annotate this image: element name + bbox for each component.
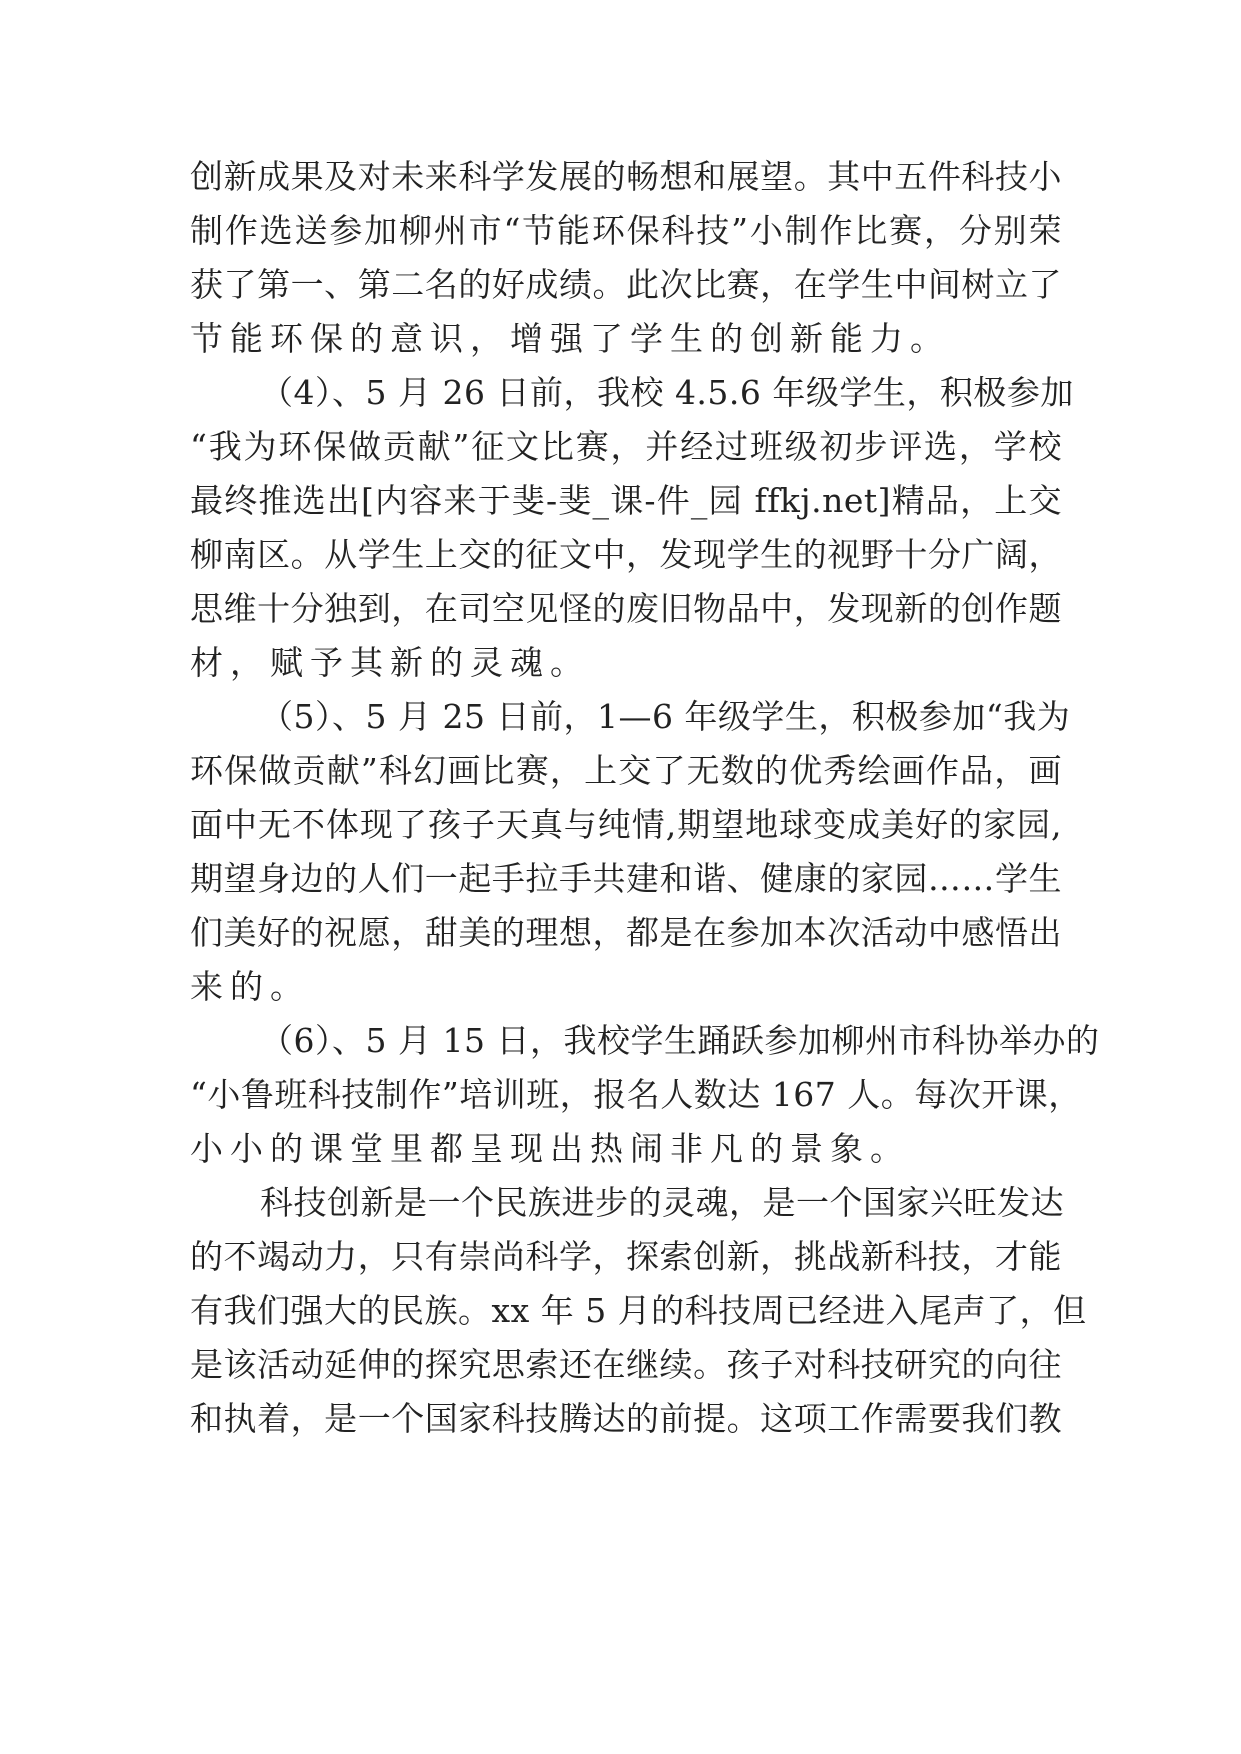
text-line: 是该活动延伸的探究思索还在继续。孩子对科技研究的向往 bbox=[190, 1345, 1062, 1384]
text-line: 面中无不体现了孩子天真与纯情,期望地球变成美好的家园, bbox=[190, 805, 1062, 844]
text-line: 来的。 bbox=[190, 967, 310, 1006]
text-line: 科技创新是一个民族进步的灵魂，是一个国家兴旺发达 bbox=[260, 1183, 1064, 1222]
text-line: “我为环保做贡献”征文比赛，并经过班级初步评选，学校 bbox=[190, 427, 1062, 466]
text-line: 材，赋予其新的灵魂。 bbox=[190, 643, 590, 682]
text-line: 和执着，是一个国家科技腾达的前提。这项工作需要我们教 bbox=[190, 1399, 1062, 1438]
text-line: 们美好的祝愿，甜美的理想，都是在参加本次活动中感悟出 bbox=[190, 913, 1062, 952]
text-line: “小鲁班科技制作”培训班，报名人数达 167 人。每次开课， bbox=[190, 1075, 1082, 1114]
text-line: 思维十分独到，在司空见怪的废旧物品中，发现新的创作题 bbox=[190, 589, 1062, 628]
text-line: 柳南区。从学生上交的征文中，发现学生的视野十分广阔， bbox=[190, 535, 1062, 574]
text-line: 环保做贡献”科幻画比赛，上交了无数的优秀绘画作品，画 bbox=[190, 751, 1062, 790]
text-line: 节能环保的意识，增强了学生的创新能力。 bbox=[190, 319, 950, 358]
text-line: （6）、5 月 15 日，我校学生踊跃参加柳州市科协举办的 bbox=[260, 1021, 1100, 1060]
text-line: 最终推选出[内容来于斐-斐_课-件_园 ffkj.net]精品，上交 bbox=[190, 481, 1062, 520]
text-line: 创新成果及对未来科学发展的畅想和展望。其中五件科技小 bbox=[190, 157, 1062, 196]
text-line: 有我们强大的民族。xx 年 5 月的科技周已经进入尾声了，但 bbox=[190, 1291, 1087, 1330]
text-line: 期望身边的人们一起手拉手共建和谐、健康的家园……学生 bbox=[190, 859, 1062, 898]
text-line: 制作选送参加柳州市“节能环保科技”小制作比赛，分别荣 bbox=[190, 211, 1062, 250]
text-line: 小小的课堂里都呈现出热闹非凡的景象。 bbox=[190, 1129, 910, 1168]
text-line: 获了第一、第二名的好成绩。此次比赛，在学生中间树立了 bbox=[190, 265, 1062, 304]
text-line: （5）、5 月 25 日前，1—6 年级学生，积极参加“我为 bbox=[260, 697, 1071, 736]
text-line: 的不竭动力，只有崇尚科学，探索创新，挑战新科技，才能 bbox=[190, 1237, 1062, 1276]
text-line: （4）、5 月 26 日前，我校 4.5.6 年级学生，积极参加 bbox=[260, 373, 1074, 412]
